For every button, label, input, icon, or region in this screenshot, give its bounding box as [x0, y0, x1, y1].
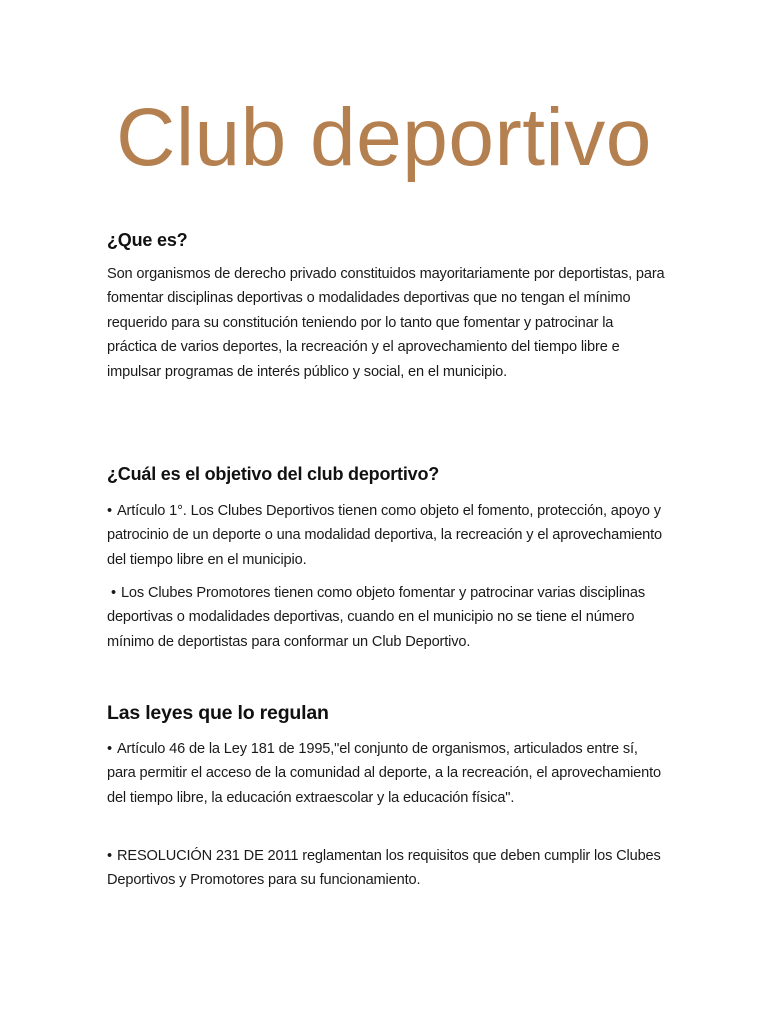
list-item-text: RESOLUCIÓN 231 DE 2011 reglamentan los requisitos que deben cumplir los Clubes Deportivos y Promotores para su funcionamiento. [107, 848, 661, 889]
objetivo-bullet-1 [107, 499, 667, 572]
list-item [107, 737, 667, 810]
section-objetivo [107, 462, 667, 486]
section-heading: ¿Que es? [107, 230, 188, 250]
list-item [107, 844, 667, 893]
list-item [107, 581, 667, 654]
list-item-text: Los Clubes Promotores tienen como objeto fomentar y patrocinar varias disciplinas deportivas o modalidades deportivas, cuando en el municipio no se tiene el número mínimo de deportistas para conformar un Club Deportivo. [107, 585, 645, 650]
document-title: Club deportivo [116, 92, 652, 183]
list-item-text: Artículo 1°. Los Clubes Deportivos tienen como objeto el fomento, protección, apoyo y patrocinio de un deporte o una modalidad deportiva, la recreación y el aprovechamiento del tiempo libre en el municipio. [107, 503, 662, 568]
section-leyes [107, 701, 667, 725]
leyes-bullet-1 [107, 737, 667, 810]
section-heading: Las leyes que lo regulan [107, 702, 329, 724]
list-item-text: Artículo 46 de la Ley 181 de 1995,"el conjunto de organismos, articulados entre sí, para permitir el acceso de la comunidad al deporte, a la recreación, el aprovechamiento del tiempo libre, la educación extraescolar y la educación física". [107, 741, 661, 806]
bullet-icon: • [107, 848, 112, 864]
section-heading: ¿Cuál es el objetivo del club deportivo? [107, 464, 440, 484]
leyes-bullet-2 [107, 844, 667, 893]
definition-paragraph: Son organismos de derecho privado constituidos mayoritariamente por deportistas, para fomentar disciplinas deportivas o modalidades deportivas que no tengan el mínimo requerido para su constitución teniendo por lo tanto que fomentar y patrocinar la práctica de varios deportes, la recreación y el aprovechamiento del tiempo libre e impulsar programas de interés público y social, en el municipio. [107, 266, 665, 380]
section-que-es [107, 228, 667, 252]
objetivo-bullet-2 [107, 581, 667, 654]
bullet-icon: • [107, 741, 112, 757]
list-item [107, 499, 667, 572]
section-que-es-body [107, 262, 667, 384]
bullet-icon: • [111, 585, 116, 601]
bullet-icon: • [107, 503, 112, 519]
